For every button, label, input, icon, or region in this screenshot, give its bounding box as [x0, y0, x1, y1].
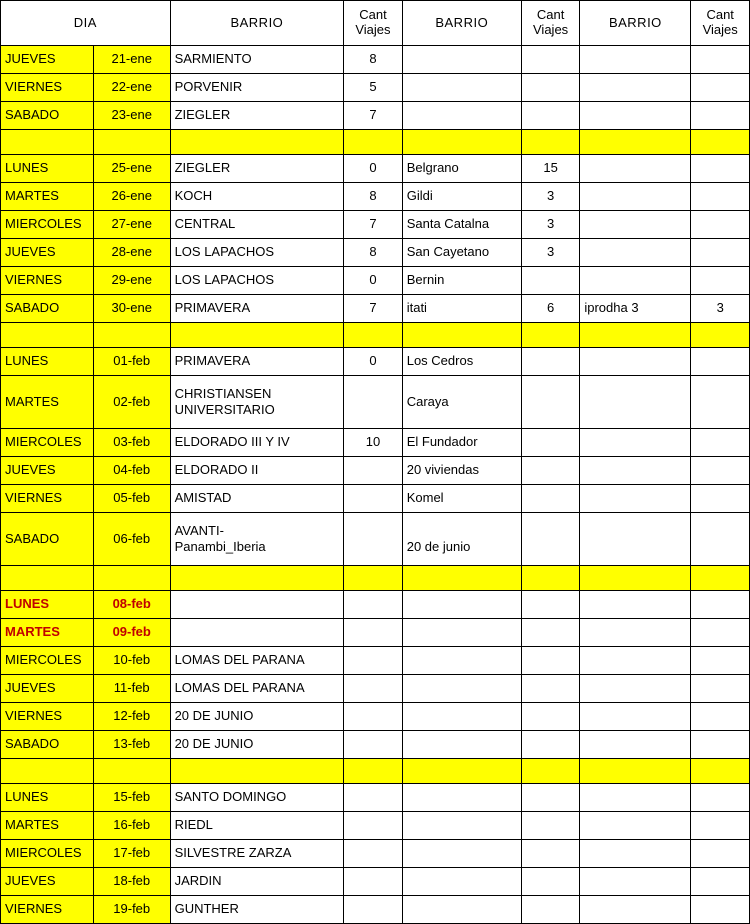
cell-cant-2: 3 [521, 239, 580, 267]
cell-barrio-3 [580, 675, 691, 703]
separator-cell [580, 759, 691, 784]
cell-fecha: 04-feb [93, 457, 170, 485]
cell-barrio-2 [402, 896, 521, 924]
cell-cant-1 [344, 703, 403, 731]
cell-fecha: 30-ene [93, 295, 170, 323]
cell-barrio-1: JARDIN [170, 868, 344, 896]
separator-cell [691, 130, 750, 155]
cell-barrio-2: 20 de junio [402, 513, 521, 566]
cell-cant-3 [691, 675, 750, 703]
table-row [1, 784, 750, 812]
cell-barrio-2: itati [402, 295, 521, 323]
header-dia: DIA [1, 1, 171, 46]
cell-fecha: 13-feb [93, 731, 170, 759]
separator-cell [402, 323, 521, 348]
cell-fecha: 23-ene [93, 102, 170, 130]
cell-cant-3 [691, 348, 750, 376]
separator-cell [521, 759, 580, 784]
cell-fecha: 16-feb [93, 812, 170, 840]
cell-cant-3 [691, 896, 750, 924]
cell-cant-1 [344, 840, 403, 868]
cell-dia: MARTES [1, 376, 94, 429]
cell-barrio-2 [402, 840, 521, 868]
cell-fecha: 09-feb [93, 619, 170, 647]
header-cant-viajes-1 [344, 1, 403, 46]
cell-barrio-1: ELDORADO II [170, 457, 344, 485]
cell-cant-3 [691, 239, 750, 267]
cell-barrio-1: 20 DE JUNIO [170, 731, 344, 759]
cell-barrio-1: SILVESTRE ZARZA [170, 840, 344, 868]
cell-barrio-3 [580, 348, 691, 376]
cell-cant-1: 0 [344, 348, 403, 376]
cell-cant-3 [691, 46, 750, 74]
separator-cell [691, 323, 750, 348]
separator-cell [170, 759, 344, 784]
cell-fecha: 28-ene [93, 239, 170, 267]
cell-barrio-2 [402, 784, 521, 812]
cell-barrio-1: AVANTI- Panambi_Iberia [170, 513, 344, 566]
cell-cant-1: 7 [344, 102, 403, 130]
cell-cant-2 [521, 102, 580, 130]
cell-cant-3 [691, 647, 750, 675]
separator-cell [170, 130, 344, 155]
cell-barrio-2 [402, 812, 521, 840]
cell-cant-2 [521, 675, 580, 703]
cell-barrio-3 [580, 239, 691, 267]
cell-barrio-2 [402, 74, 521, 102]
table-row [1, 376, 750, 429]
cell-barrio-1: ZIEGLER [170, 102, 344, 130]
separator-cell [580, 130, 691, 155]
cell-barrio-3 [580, 868, 691, 896]
table-row [1, 647, 750, 675]
cell-barrio-3 [580, 784, 691, 812]
cell-barrio-2 [402, 102, 521, 130]
separator-cell [1, 759, 94, 784]
separator-cell [402, 566, 521, 591]
cell-cant-3 [691, 868, 750, 896]
cell-cant-2 [521, 840, 580, 868]
cell-barrio-3 [580, 155, 691, 183]
cell-barrio-3 [580, 183, 691, 211]
table-row [1, 591, 750, 619]
table-row [1, 155, 750, 183]
cell-cant-3 [691, 619, 750, 647]
cell-barrio-2: Los Cedros [402, 348, 521, 376]
cell-fecha: 02-feb [93, 376, 170, 429]
separator-cell [580, 323, 691, 348]
cell-barrio-1: CENTRAL [170, 211, 344, 239]
cell-cant-1 [344, 812, 403, 840]
cell-barrio-2: Bernin [402, 267, 521, 295]
table-header-row [1, 1, 750, 46]
table-row [1, 868, 750, 896]
separator-row [1, 130, 750, 155]
separator-cell [344, 566, 403, 591]
table-row [1, 102, 750, 130]
separator-cell [93, 323, 170, 348]
cell-dia: MIERCOLES [1, 211, 94, 239]
header-cant-2-line1: Cant [536, 7, 565, 23]
table-row [1, 74, 750, 102]
cell-dia: MIERCOLES [1, 840, 94, 868]
separator-cell [344, 323, 403, 348]
cell-barrio-2: El Fundador [402, 429, 521, 457]
header-cant-3-line1: Cant [706, 7, 734, 23]
separator-cell [1, 323, 94, 348]
table-row [1, 429, 750, 457]
header-cant-1-line2: Viajes [355, 22, 391, 37]
cell-barrio-1: KOCH [170, 183, 344, 211]
separator-cell [402, 130, 521, 155]
cell-fecha: 18-feb [93, 868, 170, 896]
cell-dia: MARTES [1, 619, 94, 647]
cell-barrio-2: Gildi [402, 183, 521, 211]
separator-cell [521, 130, 580, 155]
separator-cell [691, 566, 750, 591]
cell-barrio-2: San Cayetano [402, 239, 521, 267]
table-row [1, 840, 750, 868]
cell-barrio-2: Komel [402, 485, 521, 513]
cell-fecha: 12-feb [93, 703, 170, 731]
table-row [1, 457, 750, 485]
cell-cant-1: 0 [344, 267, 403, 295]
separator-cell [402, 759, 521, 784]
cell-barrio-2 [402, 619, 521, 647]
cell-cant-2 [521, 703, 580, 731]
cell-barrio-3 [580, 703, 691, 731]
cell-cant-3 [691, 485, 750, 513]
cell-fecha: 19-feb [93, 896, 170, 924]
cell-cant-1 [344, 647, 403, 675]
cell-cant-3 [691, 591, 750, 619]
separator-cell [1, 566, 94, 591]
cell-cant-1 [344, 513, 403, 566]
cell-cant-3 [691, 102, 750, 130]
cell-cant-2 [521, 267, 580, 295]
cell-barrio-3 [580, 647, 691, 675]
cell-cant-1: 5 [344, 74, 403, 102]
cell-dia: MARTES [1, 183, 94, 211]
cell-dia: VIERNES [1, 74, 94, 102]
header-cant-1-line1: Cant [359, 7, 387, 23]
table-row [1, 46, 750, 74]
cell-dia: VIERNES [1, 267, 94, 295]
cell-fecha: 01-feb [93, 348, 170, 376]
cell-dia: SABADO [1, 295, 94, 323]
cell-dia: LUNES [1, 591, 94, 619]
separator-cell [521, 323, 580, 348]
cell-dia: JUEVES [1, 239, 94, 267]
separator-cell [344, 130, 403, 155]
cell-cant-2: 15 [521, 155, 580, 183]
cell-cant-1 [344, 591, 403, 619]
cell-barrio-2 [402, 868, 521, 896]
cell-barrio-3 [580, 429, 691, 457]
separator-cell [1, 130, 94, 155]
cell-barrio-3 [580, 102, 691, 130]
cell-cant-2 [521, 591, 580, 619]
cell-cant-2 [521, 348, 580, 376]
cell-barrio-2: Caraya [402, 376, 521, 429]
cell-cant-2: 3 [521, 183, 580, 211]
cell-dia: SABADO [1, 731, 94, 759]
cell-dia: LUNES [1, 155, 94, 183]
cell-fecha: 25-ene [93, 155, 170, 183]
cell-barrio-1: PORVENIR [170, 74, 344, 102]
cell-fecha: 06-feb [93, 513, 170, 566]
cell-barrio-3 [580, 896, 691, 924]
cell-cant-3: 3 [691, 295, 750, 323]
cell-barrio-3 [580, 619, 691, 647]
cell-cant-1 [344, 731, 403, 759]
cell-cant-1: 0 [344, 155, 403, 183]
cell-barrio-1: RIEDL [170, 812, 344, 840]
cell-cant-3 [691, 703, 750, 731]
cell-barrio-1: LOMAS DEL PARANA [170, 675, 344, 703]
header-barrio-3: BARRIO [580, 1, 691, 46]
table-row [1, 703, 750, 731]
table-row [1, 267, 750, 295]
cell-cant-2 [521, 619, 580, 647]
cell-cant-3 [691, 731, 750, 759]
table-row [1, 731, 750, 759]
cell-fecha: 22-ene [93, 74, 170, 102]
cell-barrio-2: Santa Catalna [402, 211, 521, 239]
cell-dia: MIERCOLES [1, 647, 94, 675]
header-cant-3-line2: Viajes [702, 22, 738, 37]
cell-barrio-1: LOMAS DEL PARANA [170, 647, 344, 675]
separator-row [1, 566, 750, 591]
cell-dia: VIERNES [1, 896, 94, 924]
cell-fecha: 26-ene [93, 183, 170, 211]
table-row [1, 348, 750, 376]
cell-cant-1 [344, 376, 403, 429]
table-body [1, 46, 750, 924]
cell-barrio-2: 20 viviendas [402, 457, 521, 485]
cell-cant-3 [691, 513, 750, 566]
cell-barrio-3 [580, 267, 691, 295]
cell-fecha: 08-feb [93, 591, 170, 619]
cell-fecha: 21-ene [93, 46, 170, 74]
cell-cant-3 [691, 183, 750, 211]
cell-barrio-1: 20 DE JUNIO [170, 703, 344, 731]
table-row [1, 485, 750, 513]
cell-fecha: 15-feb [93, 784, 170, 812]
cell-fecha: 11-feb [93, 675, 170, 703]
cell-barrio-1: SANTO DOMINGO [170, 784, 344, 812]
cell-cant-1 [344, 784, 403, 812]
separator-cell [691, 759, 750, 784]
cell-cant-2 [521, 485, 580, 513]
separator-cell [93, 759, 170, 784]
cell-dia: LUNES [1, 348, 94, 376]
cell-cant-1: 8 [344, 183, 403, 211]
cell-cant-2 [521, 457, 580, 485]
cell-barrio-3 [580, 211, 691, 239]
cell-cant-2 [521, 784, 580, 812]
cell-fecha: 03-feb [93, 429, 170, 457]
cell-barrio-1: AMISTAD [170, 485, 344, 513]
cell-cant-2 [521, 647, 580, 675]
header-cant-viajes-3 [691, 1, 750, 46]
cell-cant-1: 7 [344, 211, 403, 239]
cell-barrio-2 [402, 703, 521, 731]
cell-cant-1 [344, 675, 403, 703]
table-row [1, 619, 750, 647]
cell-cant-1 [344, 485, 403, 513]
cell-cant-2 [521, 731, 580, 759]
separator-cell [580, 566, 691, 591]
cell-cant-2: 3 [521, 211, 580, 239]
cell-cant-2 [521, 46, 580, 74]
cell-barrio-3 [580, 513, 691, 566]
separator-cell [93, 566, 170, 591]
cell-cant-2 [521, 429, 580, 457]
cell-dia: VIERNES [1, 703, 94, 731]
cell-barrio-2 [402, 591, 521, 619]
cell-barrio-1 [170, 619, 344, 647]
cell-fecha: 10-feb [93, 647, 170, 675]
table-row [1, 211, 750, 239]
cell-cant-3 [691, 211, 750, 239]
header-cant-viajes-2 [521, 1, 580, 46]
cell-cant-1 [344, 619, 403, 647]
cell-barrio-1: LOS LAPACHOS [170, 239, 344, 267]
cell-cant-2 [521, 868, 580, 896]
cell-cant-3 [691, 784, 750, 812]
cell-dia: MARTES [1, 812, 94, 840]
cell-barrio-2 [402, 675, 521, 703]
table-row [1, 896, 750, 924]
cell-barrio-3 [580, 840, 691, 868]
separator-cell [521, 566, 580, 591]
table-row [1, 812, 750, 840]
cell-dia: MIERCOLES [1, 429, 94, 457]
cell-barrio-3 [580, 591, 691, 619]
separator-row [1, 759, 750, 784]
separator-cell [170, 566, 344, 591]
cell-dia: SABADO [1, 513, 94, 566]
cell-barrio-1: ZIEGLER [170, 155, 344, 183]
cell-cant-2 [521, 812, 580, 840]
cell-dia: JUEVES [1, 46, 94, 74]
table-row [1, 239, 750, 267]
cell-barrio-1: CHRISTIANSEN UNIVERSITARIO [170, 376, 344, 429]
cell-cant-3 [691, 840, 750, 868]
cell-dia: JUEVES [1, 868, 94, 896]
cell-cant-1 [344, 868, 403, 896]
cell-fecha: 29-ene [93, 267, 170, 295]
cell-cant-2 [521, 74, 580, 102]
cell-barrio-3 [580, 731, 691, 759]
header-barrio-1: BARRIO [170, 1, 344, 46]
cell-cant-2 [521, 376, 580, 429]
cell-barrio-1: PRIMAVERA [170, 295, 344, 323]
cell-dia: JUEVES [1, 457, 94, 485]
table-row [1, 183, 750, 211]
cell-fecha: 27-ene [93, 211, 170, 239]
cell-fecha: 05-feb [93, 485, 170, 513]
separator-cell [93, 130, 170, 155]
cell-barrio-3 [580, 812, 691, 840]
cell-dia: LUNES [1, 784, 94, 812]
cell-barrio-1: PRIMAVERA [170, 348, 344, 376]
cell-barrio-1: GUNTHER [170, 896, 344, 924]
cell-dia: SABADO [1, 102, 94, 130]
cell-cant-1: 10 [344, 429, 403, 457]
cell-cant-3 [691, 812, 750, 840]
cell-cant-1: 7 [344, 295, 403, 323]
cell-cant-1: 8 [344, 239, 403, 267]
cell-cant-3 [691, 267, 750, 295]
cell-barrio-3 [580, 485, 691, 513]
cell-cant-3 [691, 376, 750, 429]
cell-cant-3 [691, 74, 750, 102]
table-row [1, 513, 750, 566]
cell-cant-2: 6 [521, 295, 580, 323]
cell-dia: VIERNES [1, 485, 94, 513]
cell-cant-3 [691, 429, 750, 457]
cell-dia: JUEVES [1, 675, 94, 703]
table-row [1, 295, 750, 323]
cell-barrio-2 [402, 647, 521, 675]
cell-barrio-3 [580, 457, 691, 485]
header-barrio-2: BARRIO [402, 1, 521, 46]
cell-cant-2 [521, 896, 580, 924]
cell-cant-1 [344, 457, 403, 485]
cell-cant-1 [344, 896, 403, 924]
cell-cant-1: 8 [344, 46, 403, 74]
cell-barrio-3: iprodha 3 [580, 295, 691, 323]
cell-barrio-3 [580, 74, 691, 102]
cell-barrio-2: Belgrano [402, 155, 521, 183]
cell-barrio-2 [402, 731, 521, 759]
cell-fecha: 17-feb [93, 840, 170, 868]
cell-barrio-1: ELDORADO III Y IV [170, 429, 344, 457]
cell-barrio-3 [580, 376, 691, 429]
separator-cell [170, 323, 344, 348]
cell-cant-3 [691, 457, 750, 485]
separator-row [1, 323, 750, 348]
cell-barrio-1: SARMIENTO [170, 46, 344, 74]
cell-barrio-2 [402, 46, 521, 74]
separator-cell [344, 759, 403, 784]
cell-barrio-3 [580, 46, 691, 74]
cell-barrio-1: LOS LAPACHOS [170, 267, 344, 295]
cell-barrio-1 [170, 591, 344, 619]
header-cant-2-line2: Viajes [533, 22, 569, 37]
cell-cant-2 [521, 513, 580, 566]
table-row [1, 675, 750, 703]
cell-cant-3 [691, 155, 750, 183]
